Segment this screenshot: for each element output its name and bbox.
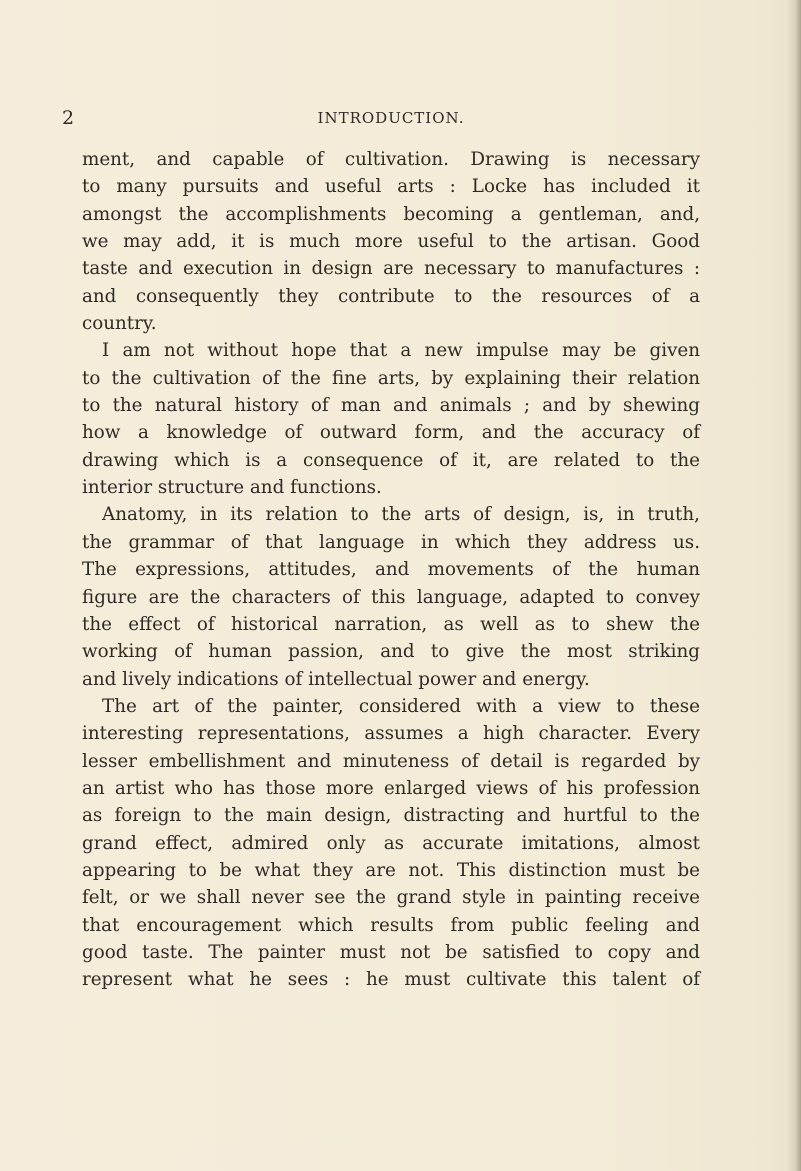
text-line: the grammar of that language in which they address us.: [82, 531, 700, 553]
running-head: INTRODUCTION.: [317, 109, 465, 127]
body-text: [82, 146, 700, 994]
text-line: felt, or we shall never see the grand style in painting receive: [82, 887, 700, 909]
text-line: grand effect, admired only as accurate imitations, almost: [82, 832, 700, 854]
text-line: interior structure and functions.: [82, 477, 382, 499]
text-line: to the cultivation of the fine arts, by explaining their relation: [82, 367, 700, 389]
page-edge-shadow: [787, 0, 801, 1171]
text-line: figure are the characters of this language, adapted to convey: [82, 586, 700, 608]
page-number: 2: [62, 107, 75, 129]
text-line: drawing which is a consequence of it, are related to the: [82, 449, 700, 471]
text-line: good taste. The painter must not be satisfied to copy and: [82, 941, 700, 963]
text-line: to the natural history of man and animals ; and by shewing: [82, 395, 700, 417]
text-line: Anatomy, in its relation to the arts of design, is, in truth,: [102, 504, 700, 526]
text-line: that encouragement which results from public feeling and: [82, 914, 700, 936]
text-line: lesser embellishment and minuteness of detail is regarded by: [82, 750, 700, 772]
text-line: and lively indications of intellectual power and energy.: [82, 668, 590, 690]
text-line: amongst the accomplishments becoming a gentleman, and,: [82, 203, 700, 225]
text-line: appearing to be what they are not. This distinction must be: [82, 859, 700, 881]
text-line: represent what he sees : he must cultivate this talent of: [82, 969, 700, 991]
text-line: an artist who has those more enlarged views of his profession: [82, 777, 700, 799]
text-line: as foreign to the main design, distracting and hurtful to the: [82, 805, 700, 827]
text-line: interesting representations, assumes a high character. Every: [82, 723, 700, 745]
text-line: the effect of historical narration, as well as to shew the: [82, 613, 700, 635]
text-line: and consequently they contribute to the resources of a: [82, 285, 700, 307]
text-line: I am not without hope that a new impulse may be given: [102, 340, 700, 362]
text-line: The art of the painter, considered with a view to these: [102, 695, 700, 717]
text-line: to many pursuits and useful arts : Locke has included it: [82, 176, 700, 198]
text-line: ment, and capable of cultivation. Drawing is necessary: [82, 149, 700, 170]
text-line: we may add, it is much more useful to the artisan. Good: [82, 231, 700, 253]
text-line: country.: [82, 313, 157, 335]
text-line: working of human passion, and to give the most striking: [82, 641, 700, 663]
text-line: taste and execution in design are necessary to manufactures :: [82, 258, 700, 280]
page-header: [62, 107, 702, 131]
text-line: how a knowledge of outward form, and the accuracy of: [82, 422, 700, 444]
text-line: The expressions, attitudes, and movements of the human: [82, 559, 700, 581]
